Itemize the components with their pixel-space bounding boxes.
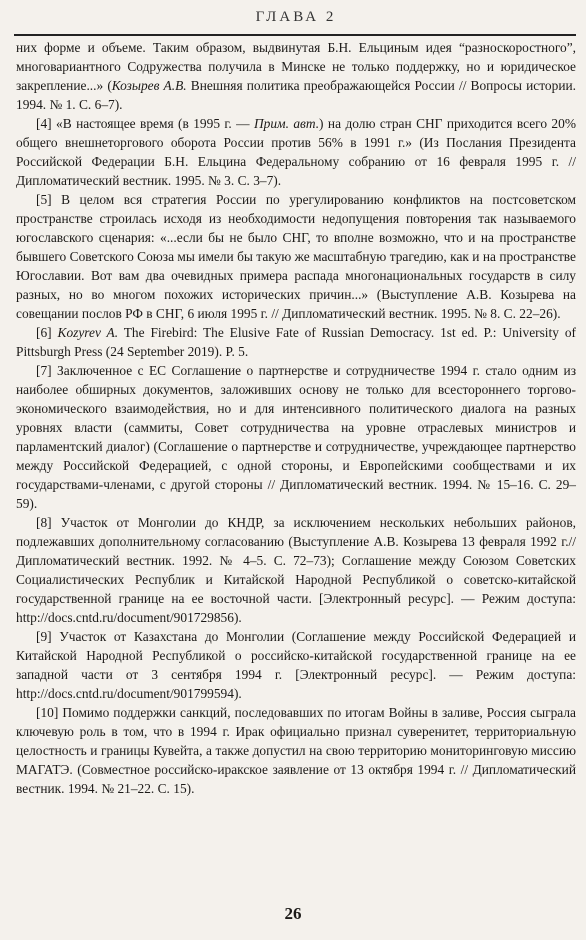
footnote-continuation: них форме и объеме. Таким образом, выдвинутая Б.Н. Ельциным идея “разноскоростного”, многовариантного Содружества получила в Минске не только поддержку, но и юридическое закрепление...» (Козырев А.В. Внешняя политика преображающейся России // Вопросы истории. 1994. № 1. С. 6–7). [16,40,576,112]
footnote-8: [8] Участок от Монголии до КНДР, за исключением нескольких небольших районов, подлежавших дополнительному согласованию (Выступление А.В. Козырева 13 февраля 1992 г.// Дипломатический вестник. 1992. № 4–5. С. 72–73); Соглашение между Союзом Советских Социалистических Республик и Китайской Народной Республикой о советско-китайской государственной границе на ее восточной части. [Электронный ресурс]. — Режим доступа: http://docs.cntd.ru/document/901729856). [16,515,576,625]
footnote-5: [5] В целом вся стратегия России по урегулированию конфликтов на постсоветском пространстве строилась исходя из необходимости недопущения повторения так называемого югославского сценария: «...если бы не было СНГ, то вполне возможно, что и на пространстве бывшего Советского Союза мы имели бы такую же масштабную трагедию, как и на пространстве Югославии. Вот вам два очевидных примера распада многонациональных государств в силу разных, но во многом похожих исторических причин...» (Выступление А.В. Козырева на совещании послов РФ в СНГ, 6 июля 1995 г. // Дипломатический вестник. 1995. № 8. С. 22–26). [16,192,576,321]
footnote-4: [4] «В настоящее время (в 1995 г. — Прим. авт.) на долю стран СНГ приходится всего 20% общего внешнеторгового оборота России против 56% в 1991 г.» (Из Послания Президента Российской Федерации Б.Н. Ельцина Федеральному собранию от 16 февраля 1995 г. // Дипломатический вестник. 1995. № 3. С. 3–7). [16,116,576,188]
page-number: 26 [284,904,302,923]
footnote-7: [7] Заключенное с ЕС Соглашение о партнерстве и сотрудничестве 1994 г. стало одним из наиболее обширных документов, заложивших основу не только для всестороннего торгово-экономического взаимодействия, но и для интенсивного политического диалога на разных уровнях власти (саммиты, Совет сотрудничества на уровне отраслевых министров и парламентский диалог) (Соглашение о партнерстве и сотрудничестве, учреждающее партнерство между Российской Федерацией, с одной стороны, и Европейскими сообществами и их государствами-членами, с другой стороны // Дипломатический вестник. 1994. № 15–16. С. 29–59). [16,363,576,511]
running-header: ГЛАВА 2 [255,8,337,25]
footnote-10: [10] Помимо поддержки санкций, последовавших по итогам Войны в заливе, Россия сыграла ключевую роль в том, что в 1994 г. Ирак официально признал суверенитет, территориальную целостность и границы Кувейта, а также допустил на свою территорию мониторинговую миссию МАГАТЭ. (Совместное российско-иракское заявление от 13 октября 1994 г. // Дипломатический вестник. 1994. № 21–22. С. 15). [16,705,576,796]
footnote-9: [9] Участок от Казахстана до Монголии (Соглашение между Российской Федерацией и Китайской Народной Республикой о российско-китайской государственной границе на ее западной части от 3 сентября 1994 г. [Электронный ресурс]. — Режим доступа: http://docs.cntd.ru/document/901799594). [16,629,576,701]
header-rule [14,34,576,36]
footnotes-text [16,38,576,798]
footnote-6: [6] Kozyrev A. The Firebird: The Elusive Fate of Russian Democracy. 1st ed. P.: University of Pittsburgh Press (24 September 2019). P. 5. [16,325,576,359]
